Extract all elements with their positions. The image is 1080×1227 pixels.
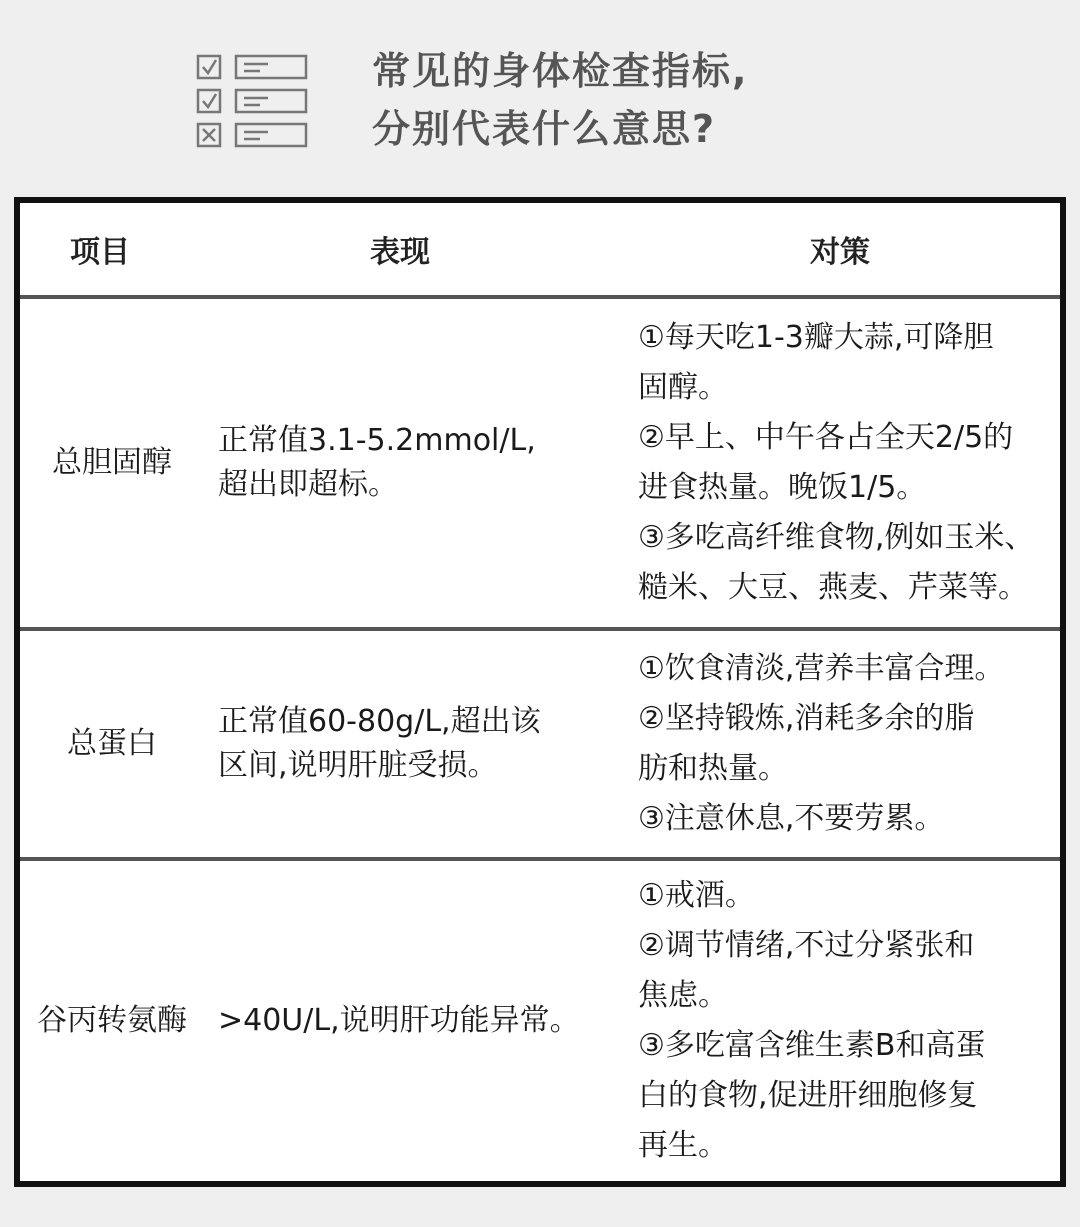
- plan-cell: [628, 861, 1060, 1181]
- plan-line: 白的食物,促进肝细胞修复: [638, 1078, 978, 1113]
- plan-line: 糙米、大豆、燕麦、芹菜等。: [638, 570, 1028, 605]
- table-row: [20, 631, 1060, 857]
- show-line: 正常值3.1-5.2mmol/L,: [218, 423, 536, 458]
- plan-cell: [628, 631, 1060, 857]
- show-text: [218, 700, 541, 788]
- item-cell: [20, 631, 204, 857]
- show-cell: [204, 631, 614, 857]
- plan-cell: [628, 299, 1060, 627]
- checklist-icon: [196, 52, 308, 152]
- plan-line: ③注意休息,不要劳累。: [638, 801, 945, 836]
- plan-list: [638, 313, 1034, 613]
- plan-list: [638, 644, 1004, 844]
- plan-line: ①戒酒。: [638, 878, 755, 913]
- item-cell: [20, 299, 204, 627]
- plan-line: 进食热量。晚饭1/5。: [638, 470, 927, 505]
- header: [0, 0, 1080, 195]
- show-cell: [204, 861, 614, 1181]
- table-row: [20, 861, 1060, 1181]
- header-cell-plan: [620, 203, 1060, 295]
- item-cell: [20, 861, 204, 1181]
- plan-line: ①饮食清淡,营养丰富合理。: [638, 651, 1005, 686]
- plan-line: 肪和热量。: [638, 751, 788, 786]
- plan-list: [638, 871, 985, 1171]
- plan-line: 再生。: [638, 1128, 728, 1163]
- show-cell: [204, 299, 614, 627]
- header-show-label: 表现: [370, 235, 430, 270]
- plan-line: ②早上、中午各占全天2/5的: [638, 420, 1014, 455]
- plan-line: ②坚持锻炼,消耗多余的脂: [638, 701, 975, 736]
- header-cell-item: [20, 203, 204, 295]
- show-line: >40U/L,说明肝功能异常。: [218, 1003, 580, 1038]
- item-name: 总蛋白: [67, 726, 157, 761]
- plan-line: ②调节情绪,不过分紧张和: [638, 928, 975, 963]
- plan-line: ①每天吃1-3瓣大蒜,可降胆: [638, 320, 994, 355]
- show-line: 正常值60-80g/L,超出该: [218, 704, 541, 739]
- table-row: [20, 299, 1060, 627]
- show-text: [218, 419, 536, 507]
- indicator-table: [14, 197, 1066, 1187]
- plan-line: ③多吃高纤维食物,例如玉米、: [638, 520, 1035, 555]
- table-body: [20, 203, 1060, 1181]
- plan-line: 焦虑。: [638, 978, 728, 1013]
- header-plan-label: 对策: [810, 235, 870, 270]
- show-line: 区间,说明肝脏受损。: [218, 748, 498, 783]
- item-name: 谷丙转氨酶: [37, 1003, 187, 1038]
- title-line-1: 常见的身体检查指标,: [372, 49, 749, 93]
- header-item-label: 项目: [70, 235, 130, 270]
- show-text: [218, 999, 580, 1043]
- page-title: [372, 42, 748, 158]
- show-line: 超出即超标。: [218, 467, 398, 502]
- title-line-2: 分别代表什么意思?: [372, 107, 717, 151]
- plan-line: 固醇。: [638, 370, 728, 405]
- plan-line: ③多吃富含维生素B和高蛋: [638, 1028, 986, 1063]
- table-header-row: [20, 203, 1060, 295]
- item-name: 总胆固醇: [52, 445, 172, 480]
- header-cell-show: [180, 203, 620, 295]
